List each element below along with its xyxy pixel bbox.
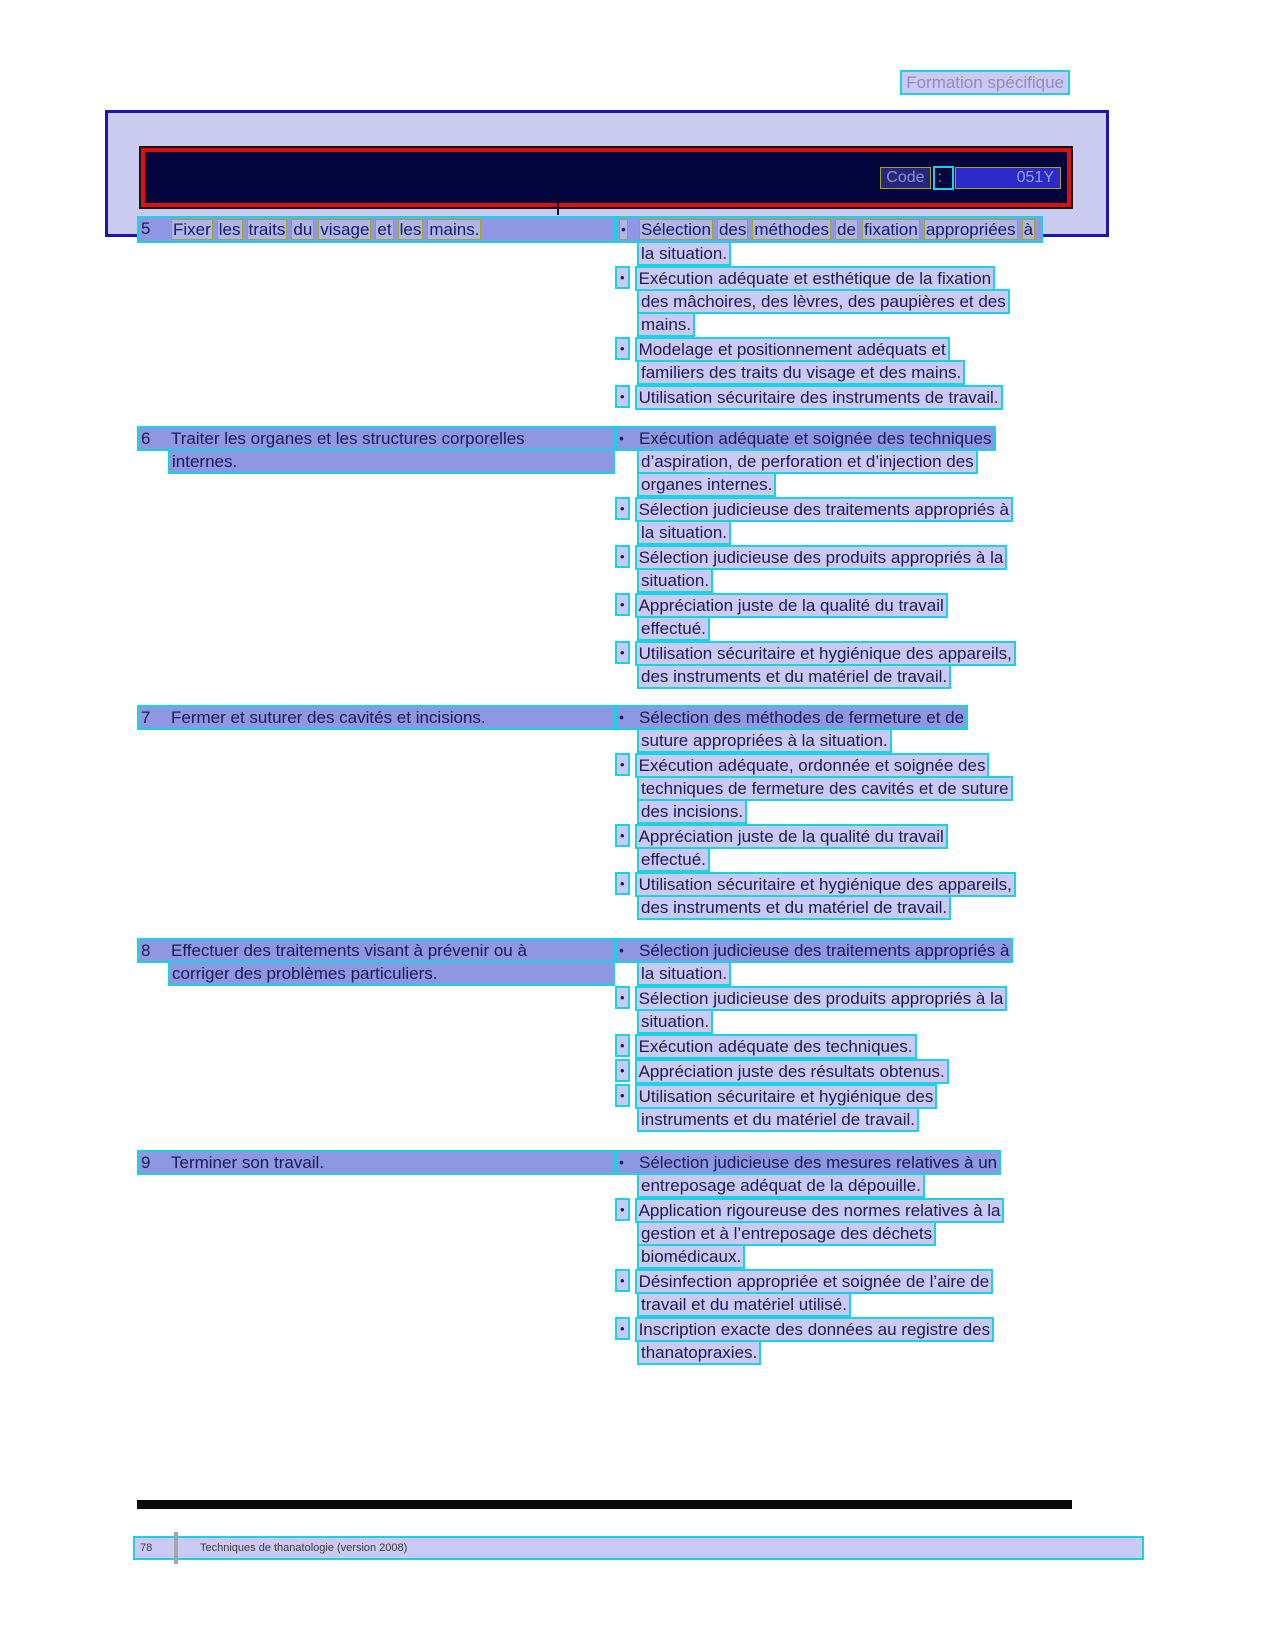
criterion-line-row (615, 664, 1016, 689)
column-divider-tick (557, 201, 559, 215)
table-row (137, 705, 1016, 920)
criteria-cell (615, 938, 1013, 1132)
table-row (137, 938, 1013, 1132)
item-title-text: Fermer et suturer des cavités et incisions. (171, 708, 486, 727)
code-label: Code (880, 167, 930, 189)
criterion-text: des instruments et du matériel de travail. (637, 664, 951, 689)
criterion-line-row (615, 426, 1016, 451)
criterion-text: la situation. (637, 520, 731, 545)
bullet-marker-icon: • (619, 709, 624, 725)
criterion-text: Sélection judicieuse des produits appropriés à la (635, 986, 1008, 1011)
criterion-line-row (615, 497, 1016, 522)
ocr-word-box: appropriées (925, 220, 1016, 239)
bullet-marker-icon: • (615, 1317, 630, 1340)
criterion-line-row (615, 472, 1016, 497)
criterion-line-row (615, 895, 1016, 920)
bullet-marker-icon (619, 219, 639, 240)
criterion-text: Utilisation sécuritaire des instruments de travail. (635, 385, 1003, 410)
criterion-text: techniques de fermeture des cavités et de suture (637, 776, 1013, 801)
criterion-text: Inscription exacte des données au registre des (635, 1317, 995, 1342)
bullet-item (615, 938, 1013, 986)
criterion-line-row (615, 776, 1016, 801)
ocr-word-box: mains. (429, 220, 480, 239)
criterion-text: familiers des traits du visage et des mains. (637, 360, 965, 385)
criterion-line-row (615, 545, 1016, 570)
ocr-word-box: les (399, 220, 422, 239)
criterion-line-row (615, 1221, 1004, 1246)
criterion-text: Modelage et positionnement adéquats et (635, 337, 950, 362)
criterion-line-row (615, 986, 1013, 1011)
item-title-line (168, 961, 615, 986)
row-number: 5 (141, 219, 151, 238)
table-row (137, 426, 1016, 689)
criterion-line-row (615, 337, 1043, 362)
ocr-word-box: de (837, 220, 856, 239)
criterion-text: Sélection judicieuse des traitements appropriés à (639, 941, 1010, 960)
bullet-item (615, 705, 1016, 753)
item-title-line (137, 938, 615, 963)
criterion-text: thanatopraxies. (637, 1340, 761, 1365)
criterion-text: Utilisation sécuritaire et hygiénique des appareils, (635, 872, 1016, 897)
bullet-item (615, 641, 1016, 689)
section-header: Formation spécifique (900, 70, 1070, 95)
bullet-marker-icon: • (619, 430, 624, 446)
criterion-first-line (615, 1150, 1001, 1175)
criterion-text: situation. (637, 568, 713, 593)
criterion-line-row (615, 216, 1043, 243)
criterion-text: la situation. (637, 241, 731, 266)
item-title-cell (137, 216, 615, 243)
criterion-line-row (615, 1150, 1004, 1175)
criterion-line-row (615, 824, 1016, 849)
criterion-text: Exécution adéquate, ordonnée et soignée des (635, 753, 990, 778)
item-title-cell (137, 426, 615, 474)
criteria-cell (615, 426, 1016, 689)
criterion-text: Application rigoureuse des normes relatives à la (635, 1198, 1005, 1223)
row-number: 9 (141, 1153, 151, 1172)
bullet-marker-icon: • (615, 337, 630, 360)
criterion-text: suture appropriées à la situation. (637, 728, 892, 753)
criterion-text: Sélection judicieuse des traitements appropriés à (635, 497, 1013, 522)
ocr-word-box: traits (248, 220, 286, 239)
criterion-line-row (615, 641, 1016, 666)
bullet-item (615, 1198, 1004, 1269)
bullet-item (615, 1269, 1004, 1317)
bullet-item (615, 824, 1016, 872)
criterion-line-row (615, 961, 1013, 986)
bullet-item (615, 385, 1043, 410)
item-title-cell (137, 1150, 615, 1175)
bullet-marker-icon: • (619, 219, 628, 240)
bullet-marker-icon: • (619, 1154, 624, 1170)
footer-title: Techniques de thanatologie (version 2008) (200, 1542, 408, 1554)
code-value: 051Y (955, 167, 1061, 189)
criterion-text: Exécution adéquate des techniques. (635, 1034, 917, 1059)
page-number: 78 (140, 1542, 153, 1554)
bullet-item (615, 1059, 1013, 1084)
criterion-text: organes internes. (637, 472, 776, 497)
bullet-marker-icon: • (615, 824, 630, 847)
criterion-text: Appréciation juste de la qualité du travail (635, 824, 948, 849)
criterion-first-line (615, 426, 996, 451)
criterion-text: Désinfection appropriée et soignée de l’aire de (635, 1269, 994, 1294)
criterion-text: d’aspiration, de perforation et d’injection des (637, 449, 978, 474)
bullet-marker-icon: • (615, 1198, 630, 1221)
ocr-word-box: des (718, 220, 747, 239)
page-footer (133, 1536, 1144, 1560)
item-title-line (168, 449, 615, 474)
criterion-text: Sélection judicieuse des mesures relatives à un (639, 1153, 998, 1172)
criterion-text: Appréciation juste de la qualité du travail (635, 593, 948, 618)
bullet-marker-icon: • (615, 497, 630, 520)
criterion-text: situation. (637, 1009, 713, 1034)
bullet-marker-icon: • (615, 1059, 630, 1082)
criterion-line-row (615, 1084, 1013, 1109)
criterion-line-row (615, 616, 1016, 641)
criterion-line-row (615, 1292, 1004, 1317)
criterion-text: Utilisation sécuritaire et hygiénique des appareils, (635, 641, 1016, 666)
bullet-marker-icon: • (615, 641, 630, 664)
ocr-word-box: les (218, 220, 241, 239)
criterion-text: instruments et du matériel de travail. (637, 1107, 919, 1132)
criterion-first-line (615, 705, 968, 730)
criterion-text: des instruments et du matériel de travail. (637, 895, 951, 920)
criterion-text: Sélection judicieuse des produits appropriés à la (635, 545, 1008, 570)
bullet-item (615, 337, 1043, 385)
criterion-line-row (615, 241, 1043, 266)
criterion-text: travail et du matériel utilisé. (637, 1292, 851, 1317)
criterion-text: gestion et à l’entreposage des déchets (637, 1221, 936, 1246)
criterion-text: mains. (637, 312, 695, 337)
bullet-marker-icon: • (615, 593, 630, 616)
bullet-item (615, 1084, 1013, 1132)
item-title-line (137, 426, 615, 451)
criterion-text: Exécution adéquate et esthétique de la fixation (635, 266, 996, 291)
item-title-line (137, 1150, 615, 1175)
criterion-text: effectué. (637, 616, 710, 641)
criterion-line-row (615, 385, 1043, 410)
item-title-line (137, 705, 615, 730)
row-number: 7 (141, 708, 151, 727)
item-title-text: Traiter les organes et les structures corporelles (171, 429, 525, 448)
criterion-text: Exécution adéquate et soignée des techniques (639, 429, 992, 448)
criterion-text: biomédicaux. (637, 1244, 745, 1269)
criterion-line-row (615, 1244, 1004, 1269)
bullet-item (615, 497, 1016, 545)
criterion-line-row (615, 1173, 1004, 1198)
criterion-line-row (615, 728, 1016, 753)
bullet-marker-icon: • (615, 1269, 630, 1292)
bullet-item (615, 426, 1016, 497)
row-number: 8 (141, 941, 151, 960)
criterion-first-line (615, 216, 1043, 243)
criterion-line-row (615, 872, 1016, 897)
item-title-text: internes. (172, 452, 238, 471)
criterion-line-row (615, 1198, 1004, 1223)
bullet-item (615, 753, 1016, 824)
criterion-text: Appréciation juste des résultats obtenus. (635, 1059, 949, 1084)
criteria-cell (615, 705, 1016, 920)
criterion-text: entreposage adéquat de la dépouille. (637, 1173, 925, 1198)
criterion-text: des incisions. (637, 799, 747, 824)
bullet-marker-icon: • (615, 545, 630, 568)
criterion-text: la situation. (637, 961, 731, 986)
criterion-line-row (615, 1340, 1004, 1365)
item-title-line (137, 216, 615, 243)
table-row (137, 216, 1043, 410)
criterion-line-row (615, 753, 1016, 778)
bullet-item (615, 1034, 1013, 1059)
criterion-line-row (615, 1317, 1004, 1342)
criterion-line-row (615, 312, 1043, 337)
bullet-item (615, 545, 1016, 593)
item-title-text: corriger des problèmes particuliers. (172, 964, 438, 983)
bullet-item (615, 986, 1013, 1034)
bullet-marker-icon: • (615, 753, 630, 776)
bullet-item (615, 266, 1043, 337)
table-row (137, 1150, 1004, 1365)
ocr-word-box: à (1023, 220, 1034, 239)
code-banner (141, 148, 1071, 207)
criterion-text: effectué. (637, 847, 710, 872)
ocr-word-box: méthodes (754, 220, 830, 239)
criterion-line-row (615, 1107, 1013, 1132)
ocr-word-box: fixation (863, 220, 918, 239)
bullet-marker-icon: • (615, 872, 630, 895)
criterion-line-row (615, 289, 1043, 314)
ocr-word-box: visage (320, 220, 370, 239)
criterion-line-row (615, 1034, 1013, 1059)
criterion-line-row (615, 1269, 1004, 1294)
footer-divider (174, 1532, 178, 1564)
criterion-line-row (615, 520, 1016, 545)
bullet-marker-icon: • (615, 1084, 630, 1107)
ocr-word-box: Sélection (641, 220, 711, 239)
bullet-marker-icon: • (619, 942, 624, 958)
bullet-item (615, 593, 1016, 641)
ocr-word-box: et (377, 220, 392, 239)
criterion-line-row (615, 799, 1016, 824)
criteria-cell (615, 216, 1043, 410)
bullet-marker-icon: • (615, 385, 630, 408)
criteria-cell (615, 1150, 1004, 1365)
criterion-line-row (615, 568, 1016, 593)
bullet-marker-icon: • (615, 986, 630, 1009)
criterion-first-line (615, 938, 1013, 963)
criterion-line-row (615, 705, 1016, 730)
item-title-cell (137, 938, 615, 986)
criterion-line-row (615, 1059, 1013, 1084)
item-title-cell (137, 705, 615, 730)
criterion-line-row (615, 1009, 1013, 1034)
bullet-item (615, 1150, 1004, 1198)
code-colon: : (933, 166, 954, 190)
bullet-item (615, 872, 1016, 920)
criterion-text: Sélection des méthodes de fermeture et de (639, 708, 965, 727)
footer-rule (137, 1500, 1072, 1509)
criterion-line-row (615, 449, 1016, 474)
criterion-text (639, 219, 1039, 240)
item-title-text: Terminer son travail. (171, 1153, 325, 1172)
bullet-marker-icon: • (615, 266, 630, 289)
criterion-line-row (615, 938, 1013, 963)
bullet-marker-icon: • (615, 1034, 630, 1057)
criterion-line-row (615, 360, 1043, 385)
criterion-line-row (615, 593, 1016, 618)
item-title-text (171, 219, 485, 240)
bullet-item (615, 1317, 1004, 1365)
criterion-line-row (615, 266, 1043, 291)
bullet-item (615, 216, 1043, 266)
row-number: 6 (141, 429, 151, 448)
criterion-line-row (615, 847, 1016, 872)
criterion-text: Utilisation sécuritaire et hygiénique des (635, 1084, 938, 1109)
ocr-word-box: Fixer (173, 220, 211, 239)
criterion-text: des mâchoires, des lèvres, des paupières et des (637, 289, 1010, 314)
item-title-text: Effectuer des traitements visant à prévenir ou à (171, 941, 527, 960)
ocr-word-box: du (293, 220, 313, 239)
